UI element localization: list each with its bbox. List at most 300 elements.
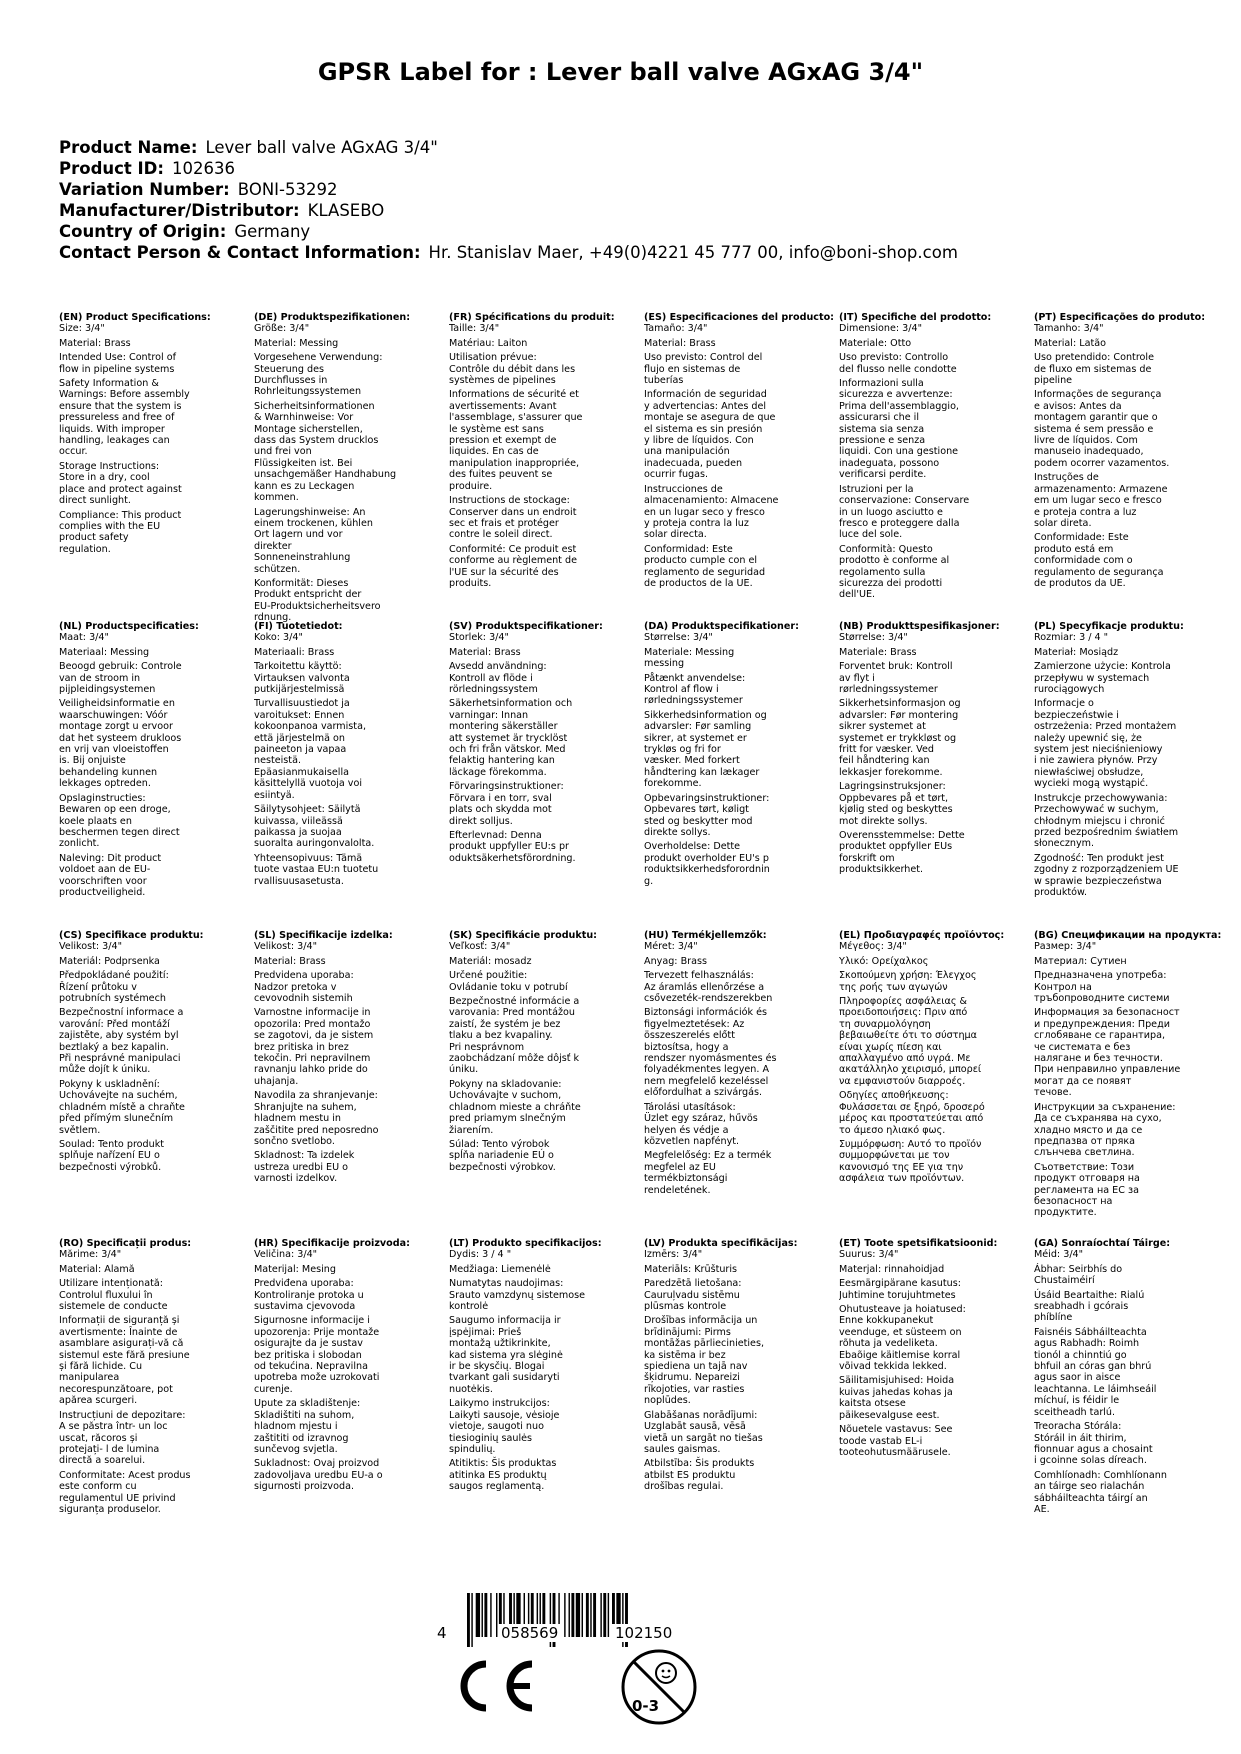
spec-line: Předpokládané použití: bbox=[59, 970, 169, 982]
spec-line: Информация за безопасност bbox=[1034, 1007, 1180, 1019]
spec-line: ka sistēma ir bez bbox=[644, 1349, 726, 1361]
spec-line: απαλλαγμένο από υγρά. Με bbox=[839, 1053, 971, 1065]
spec-line: przed bezpośrednim światłem bbox=[1034, 826, 1179, 838]
contact-label: Contact Person & Contact Information: bbox=[59, 243, 421, 262]
spec-line: Conformité: Ce produit est bbox=[449, 543, 577, 555]
spec-line: Comhlíonadh: Comhlíonann bbox=[1034, 1469, 1167, 1481]
spec-line: Förvara i en torr, sval bbox=[449, 792, 552, 804]
spec-line: sábháilteachta táirgí an bbox=[1034, 1492, 1148, 1504]
spec-line: kann es zu Leckagen bbox=[254, 480, 355, 492]
spec-line: hladnem mestu in bbox=[254, 1113, 341, 1125]
spec-line: Nõuetele vastavus: See bbox=[839, 1424, 953, 1436]
spec-line: direkter bbox=[254, 540, 292, 552]
spec-line: saules gaismas. bbox=[644, 1443, 721, 1455]
spec-line: Predvidena uporaba: bbox=[254, 970, 354, 982]
spec-line: chłodnym miejscu i chronić bbox=[1034, 815, 1165, 827]
spec-line: Kontroll av flöde i bbox=[449, 672, 533, 684]
spec-line: voldoet aan de EU- bbox=[59, 864, 151, 876]
spec-line: Informações de segurança bbox=[1034, 389, 1162, 401]
spec-line: közvetlen napfényt. bbox=[644, 1135, 740, 1147]
spec-line: Informations de sécurité et bbox=[449, 389, 579, 401]
spec-block bbox=[839, 312, 1029, 601]
spec-heading: (LV) Produkta specifikācijas: bbox=[644, 1238, 798, 1249]
spec-line: Instrukcje przechowywania: bbox=[1034, 792, 1168, 804]
spec-line: и предупреждения: Преди bbox=[1034, 1018, 1170, 1030]
spec-line: należy upewnić się, że bbox=[1034, 732, 1142, 744]
spec-line: paineeton ja vapaa bbox=[254, 744, 347, 756]
spec-line: i gcoinne solas díreach. bbox=[1034, 1455, 1147, 1467]
spec-line: Mărime: 3/4" bbox=[59, 1249, 122, 1261]
spec-line: tvarkant gali susidaryti bbox=[449, 1372, 560, 1384]
spec-line: Påtænkt anvendelse: bbox=[644, 672, 746, 684]
spec-line: regolamento sulla bbox=[839, 566, 926, 578]
spec-line: przepływu w systemach bbox=[1034, 672, 1150, 684]
spec-line: Chustaiméirí bbox=[1034, 1275, 1095, 1287]
spec-line: Инструкции за съхранение: bbox=[1034, 1101, 1176, 1113]
spec-line: pressione e senza bbox=[839, 435, 926, 447]
spec-line: Velikost: 3/4" bbox=[254, 941, 318, 953]
spec-line: folyadékmentes legyen. A bbox=[644, 1064, 770, 1076]
spec-line: regulamentul UE privind bbox=[59, 1492, 176, 1504]
spec-line: verificarsi perdite. bbox=[839, 469, 927, 481]
barcode-digits-right: 102150 bbox=[612, 1624, 675, 1642]
spec-line: Shranjujte na suhem, bbox=[254, 1101, 357, 1113]
spec-heading: (IT) Specifiche del prodotto: bbox=[839, 312, 992, 323]
spec-line: bezpečnosti výrobků. bbox=[59, 1161, 162, 1173]
spec-line: montāžas pārliecinieties, bbox=[644, 1338, 765, 1350]
spec-line: phíblíne bbox=[1034, 1312, 1073, 1324]
spec-line: chladném místě a chraňte bbox=[59, 1101, 185, 1113]
spec-line: Materiál: mosadz bbox=[449, 955, 532, 967]
spec-line: inadeguata, possono bbox=[839, 457, 940, 469]
spec-line: Rozmiar: 3 / 4 " bbox=[1034, 632, 1109, 644]
spec-line: mot direkte sollys. bbox=[839, 815, 928, 827]
spec-line: Materijal: Mesing bbox=[254, 1263, 336, 1275]
spec-line: handling, leakages can bbox=[59, 435, 170, 447]
spec-line: kjølig sted og beskyttes bbox=[839, 804, 953, 816]
spec-line: Megfelelőség: Ez a termék bbox=[644, 1150, 772, 1162]
spec-line: Pokyny k uskladnění: bbox=[59, 1078, 160, 1090]
variation-number-row bbox=[59, 179, 958, 200]
spec-line: kaitsta otsese bbox=[839, 1398, 906, 1410]
spec-line: brīdinājumi: Pirms bbox=[644, 1326, 731, 1338]
spec-line: sec et frais et protéger bbox=[449, 517, 559, 529]
spec-line: Materiale: Brass bbox=[839, 646, 917, 658]
spec-line: AE. bbox=[1034, 1503, 1050, 1515]
spec-line: Materiał: Mosiądz bbox=[1034, 646, 1119, 658]
spec-line: esiintyä. bbox=[254, 789, 295, 801]
spec-line: montaje se asegura de que bbox=[644, 412, 776, 424]
spec-line: varoitukset: Ennen bbox=[254, 709, 345, 721]
spec-line: Faisnéis Sábháilteachta bbox=[1034, 1326, 1147, 1338]
spec-line: apărea scurgeri. bbox=[59, 1395, 138, 1407]
spec-line: le système est sans bbox=[449, 423, 544, 435]
spec-line: producto cumple con el bbox=[644, 555, 758, 567]
product-info bbox=[59, 137, 958, 263]
spec-heading: (ES) Especificaciones del producto: bbox=[644, 312, 834, 323]
spec-line: Bezpečnostní informace a bbox=[59, 1007, 184, 1019]
spec-line: lekkages optreden. bbox=[59, 778, 151, 790]
spec-line: produto está em bbox=[1034, 543, 1114, 555]
spec-line: Uso previsto: Control del bbox=[644, 352, 763, 364]
spec-line: upotreba može uzrokovati bbox=[254, 1372, 380, 1384]
spec-line: Az áramlás ellenőrzése a bbox=[644, 981, 765, 993]
spec-heading: (GA) Sonraíochtaí Táirge: bbox=[1034, 1238, 1171, 1249]
spec-line: безопасност на bbox=[1034, 1195, 1113, 1207]
spec-heading: (DE) Produktspezifikationen: bbox=[254, 312, 411, 323]
spec-line: ocurrir fugas. bbox=[644, 469, 709, 481]
spec-line: armazenamento: Armazene bbox=[1034, 483, 1168, 495]
spec-line: να εμφανιστούν διαρροές. bbox=[839, 1075, 966, 1087]
spec-line: kuivas jahedas kohas ja bbox=[839, 1386, 953, 1398]
spec-line: regulamento de segurança bbox=[1034, 566, 1164, 578]
spec-line: Úsáid Beartaithe: Rialú bbox=[1034, 1289, 1145, 1301]
spec-line: Opbevares tørt, køligt bbox=[644, 804, 749, 816]
spec-line: тръбопроводните системи bbox=[1034, 993, 1170, 1005]
spec-line: Materiāls: Krūšturis bbox=[644, 1263, 738, 1275]
spec-line: ir be skysčių. Blogai bbox=[449, 1361, 545, 1373]
spec-line: sikrer systemet at bbox=[839, 721, 926, 733]
spec-line: Pokyny na skladovanie: bbox=[449, 1078, 562, 1090]
spec-line: Ovládanie toku v potrubí bbox=[449, 981, 568, 993]
spec-line: Nadzor pretoka v bbox=[254, 981, 337, 993]
spec-line: montažą užtikrinkite, bbox=[449, 1338, 551, 1350]
spec-line: livre de líquidos. Com bbox=[1034, 435, 1138, 447]
spec-line: A se păstra într- un loc bbox=[59, 1421, 168, 1433]
spec-line: Zamierzone użycie: Kontrola bbox=[1034, 661, 1171, 673]
spec-line: sistema sia senza bbox=[839, 423, 925, 435]
spec-line: Υλικό: Ορείχαλκος bbox=[839, 955, 929, 967]
spec-line: is. Bij onjuiste bbox=[59, 755, 126, 767]
spec-line: Material: Brass bbox=[254, 955, 326, 967]
spec-line: manipularea bbox=[59, 1372, 120, 1384]
spec-line: Dydis: 3 / 4 " bbox=[449, 1249, 512, 1261]
spec-line: päikesevalguse eest. bbox=[839, 1409, 940, 1421]
spec-line: regulation. bbox=[59, 543, 111, 555]
spec-line: Tervezett felhasználás: bbox=[644, 970, 754, 982]
spec-line: vietā un sargāt no tiešas bbox=[644, 1432, 763, 1444]
spec-heading: (DA) Produktspecifikationer: bbox=[644, 621, 799, 632]
spec-line: direkte sollys. bbox=[644, 826, 711, 838]
spec-line: Πληροφορίες ασφάλειας & bbox=[839, 996, 967, 1008]
spec-line: EU-Produktsicherheitsvero bbox=[254, 600, 381, 612]
spec-line: sistemele de conducte bbox=[59, 1301, 168, 1313]
spec-block bbox=[59, 312, 249, 555]
spec-line: регламента на ЕС за bbox=[1034, 1184, 1139, 1196]
spec-line: че системата е без bbox=[1034, 1041, 1131, 1053]
spec-line: Säilitamisjuhised: Hoida bbox=[839, 1375, 955, 1387]
product-name-row bbox=[59, 137, 958, 158]
spec-line: des fuites peuvent se bbox=[449, 469, 553, 481]
spec-line: συμμορφώνεται με τον bbox=[839, 1150, 950, 1162]
spec-line: Μέγεθος: 3/4" bbox=[839, 941, 907, 953]
spec-line: kad sistema yra slėginė bbox=[449, 1349, 563, 1361]
spec-line: Да се съхранява на сухо, bbox=[1034, 1113, 1162, 1125]
spec-line: Uzglabāt sausā, vēsā bbox=[644, 1421, 746, 1433]
spec-line: Laikymo instrukcijos: bbox=[449, 1398, 550, 1410]
spec-line: Größe: 3/4" bbox=[254, 323, 310, 335]
spec-line: Maat: 3/4" bbox=[59, 632, 109, 644]
spec-line: tooteohutusmäärusele. bbox=[839, 1446, 951, 1458]
spec-line: Tamaño: 3/4" bbox=[644, 323, 708, 335]
spec-line: Suurus: 3/4" bbox=[839, 1249, 899, 1261]
spec-line: žiarením. bbox=[449, 1124, 494, 1136]
spec-line: Konformität: Dieses bbox=[254, 577, 349, 589]
spec-line: Materiaal: Messing bbox=[59, 646, 150, 658]
spec-line: liquides. En cas de bbox=[449, 446, 539, 458]
spec-heading: (PT) Especificações do produto: bbox=[1034, 312, 1206, 323]
spec-line: complies with the EU bbox=[59, 520, 161, 532]
spec-line: tiesioginių saulės bbox=[449, 1432, 533, 1444]
spec-line: Storage Instructions: bbox=[59, 460, 160, 472]
spec-line: Medžiaga: Liemenėlė bbox=[449, 1263, 551, 1275]
spec-line: může dojít k úniku. bbox=[59, 1064, 151, 1076]
spec-line: слънчева светлина. bbox=[1034, 1147, 1135, 1159]
spec-line: messing bbox=[644, 658, 685, 670]
spec-line: хладно място и да се bbox=[1034, 1124, 1143, 1136]
spec-line: Naleving: Dit product bbox=[59, 852, 162, 864]
spec-line: налягане и без течности. bbox=[1034, 1053, 1163, 1065]
spec-line: Controlul fluxului în bbox=[59, 1289, 153, 1301]
spec-line: Při nesprávné manipulaci bbox=[59, 1053, 181, 1065]
spec-line: osigurajte da je sustav bbox=[254, 1338, 363, 1350]
spec-block bbox=[1034, 1238, 1224, 1515]
spec-line: Ort lagern und vor bbox=[254, 529, 343, 541]
spec-heading: (ET) Toote spetsifikatsioonid: bbox=[839, 1238, 998, 1249]
spec-line: ακατάλληλο χειρισμό, μπορεί bbox=[839, 1064, 982, 1076]
spec-line: Conserver dans un endroit bbox=[449, 506, 577, 518]
spec-line: i nie zawiera płynów. Przy bbox=[1034, 755, 1158, 767]
spec-line: direkt solljus. bbox=[449, 815, 513, 827]
spec-line: rørledningssystemer bbox=[644, 695, 743, 707]
spec-line: solar directa. bbox=[644, 529, 707, 541]
spec-line: paikassa ja suojaa bbox=[254, 826, 342, 838]
spec-line: solar direta. bbox=[1034, 517, 1092, 529]
spec-line: Yhteensopivuus: Tämä bbox=[254, 852, 363, 864]
spec-line: trykløs og fri for bbox=[644, 744, 721, 756]
spec-line: το άμεσο ηλιακό φως. bbox=[839, 1124, 946, 1136]
spec-line: tuote vastaa EU:n tuotetu bbox=[254, 864, 379, 876]
spec-line: míchuí, is féidir le bbox=[1034, 1395, 1120, 1407]
spec-line: Virtauksen valvonta bbox=[254, 672, 350, 684]
spec-line: ravnanju lahko pride do bbox=[254, 1064, 368, 1076]
spec-line: võivad tekkida lekked. bbox=[839, 1361, 947, 1373]
spec-line: предпазва от пряка bbox=[1034, 1135, 1136, 1147]
spec-line: Kontrol af flow i bbox=[644, 684, 719, 696]
spec-line: Epäasianmukaisella bbox=[254, 766, 350, 778]
spec-block bbox=[644, 1238, 834, 1493]
spec-line: advarsler: Før samling bbox=[644, 721, 752, 733]
spec-line: potrubních systémech bbox=[59, 993, 166, 1005]
spec-line: Material: Latão bbox=[1034, 337, 1106, 349]
manufacturer-value: KLASEBO bbox=[307, 201, 385, 220]
spec-line: zaobchádzaní môže dôjsť k bbox=[449, 1053, 580, 1065]
spec-heading: (HR) Specifikacije proizvoda: bbox=[254, 1238, 410, 1249]
spec-line: Steuerung des bbox=[254, 363, 324, 375]
spec-line: flow in pipeline systems bbox=[59, 363, 175, 375]
spec-block bbox=[1034, 312, 1224, 589]
spec-line: Størrelse: 3/4" bbox=[839, 632, 908, 644]
spec-line: Conformitate: Acest produs bbox=[59, 1469, 191, 1481]
spec-line: toode vastab EL-i bbox=[839, 1435, 923, 1447]
spec-block bbox=[449, 621, 639, 864]
spec-line: Paredzētā lietošana: bbox=[644, 1278, 742, 1290]
spec-line: y advertencias: Antes del bbox=[644, 400, 767, 412]
spec-line: avertismente: Înainte de bbox=[59, 1326, 178, 1338]
spec-line: splňuje nařízení EU o bbox=[59, 1150, 160, 1162]
spec-line: Ábhar: Seirbhís do bbox=[1034, 1263, 1123, 1275]
spec-line: Materiál: Podprsenka bbox=[59, 955, 160, 967]
spec-line: in un luogo asciutto e bbox=[839, 506, 943, 518]
spec-heading: (NL) Productspecificaties: bbox=[59, 621, 199, 632]
spec-line: Uso previsto: Controllo bbox=[839, 352, 949, 364]
spec-line: dat het systeem drukloos bbox=[59, 732, 182, 744]
spec-line: spiediena un tajā nav bbox=[644, 1361, 748, 1373]
spec-line: Size: 3/4" bbox=[59, 323, 105, 335]
spec-block bbox=[644, 621, 834, 887]
spec-line: įspėjimai: Prieš bbox=[449, 1326, 522, 1338]
spec-line: před přímým slunečním bbox=[59, 1113, 174, 1125]
spec-line: sigurnosti proizvoda. bbox=[254, 1481, 354, 1493]
spec-line: Veiligheidsinformatie en bbox=[59, 698, 175, 710]
spec-line: produktet oppfyller EUs bbox=[839, 841, 953, 853]
spec-block bbox=[1034, 930, 1224, 1219]
spec-line: Sukladnost: Ovaj proizvod bbox=[254, 1458, 380, 1470]
spec-line: Tarkoitettu käyttö: bbox=[254, 661, 342, 673]
spec-line: Materjal: rinnahoidjad bbox=[839, 1263, 945, 1275]
spec-block bbox=[59, 930, 249, 1173]
spec-line: montage zorgt u ervoor bbox=[59, 721, 173, 733]
spec-line: Stóráil in áit thirim, bbox=[1034, 1432, 1127, 1444]
spec-line: Forventet bruk: Kontroll bbox=[839, 661, 953, 673]
spec-line: almacenamiento: Almacene bbox=[644, 495, 779, 507]
spec-line: előfordulhat a szivárgás. bbox=[644, 1087, 763, 1099]
spec-line: käsittelyllä vuotoja voi bbox=[254, 778, 363, 790]
spec-line: y libre de líquidos. Con bbox=[644, 435, 754, 447]
spec-line: bezpieczeństwie i bbox=[1034, 709, 1119, 721]
spec-line: sreabhadh i gcórais bbox=[1034, 1301, 1129, 1313]
spec-line: agus Rabhadh: Roimh bbox=[1034, 1338, 1140, 1350]
spec-line: fresco e proteggere dalla bbox=[839, 517, 960, 529]
spec-line: em um lugar seco e fresco bbox=[1034, 495, 1162, 507]
spec-line: kommen. bbox=[254, 492, 299, 504]
spec-line: Istruzioni per la bbox=[839, 483, 914, 495]
spec-line: Instrucciones de bbox=[644, 483, 723, 495]
spec-line: Conformidade: Este bbox=[1034, 532, 1129, 544]
spec-line: waarschuwingen: Vóór bbox=[59, 709, 168, 721]
spec-line: Veľkosť: 3/4" bbox=[449, 941, 511, 953]
spec-line: bez pritiska i slobodan bbox=[254, 1349, 362, 1361]
spec-line: Efterlevnad: Denna bbox=[449, 829, 542, 841]
spec-line: Atitiktis: Šis produktas bbox=[449, 1458, 557, 1470]
spec-line: bhfuil an córas gan bhrú bbox=[1034, 1361, 1152, 1373]
spec-line: sistema é sem pressão e bbox=[1034, 423, 1154, 435]
spec-line: bezpečnosti výrobkov. bbox=[449, 1161, 556, 1173]
spec-line: hladnom mjestu i bbox=[254, 1421, 338, 1433]
spec-line: varnosti izdelkov. bbox=[254, 1173, 338, 1185]
spec-line: zaistí, že systém je bez bbox=[449, 1018, 561, 1030]
spec-line: Určené použitie: bbox=[449, 970, 528, 982]
spec-block bbox=[449, 930, 639, 1173]
spec-line: occur. bbox=[59, 446, 88, 458]
spec-line: tionól a chinntiú go bbox=[1034, 1349, 1127, 1361]
spec-line: Flüssigkeiten ist. Bei bbox=[254, 457, 353, 469]
spec-line: Información de seguridad bbox=[644, 389, 767, 401]
spec-line: Съответствие: Този bbox=[1034, 1161, 1135, 1173]
spec-line: Informazioni sulla bbox=[839, 378, 924, 390]
barcode-digit-prefix: 4 bbox=[434, 1624, 450, 1642]
spec-heading: (SL) Specifikacije izdelka: bbox=[254, 930, 393, 941]
spec-line: Overensstemmelse: Dette bbox=[839, 829, 965, 841]
spec-line: luce del sole. bbox=[839, 529, 903, 541]
not-for-children-0-3-icon bbox=[620, 1648, 698, 1726]
spec-line: biztosítsa, hogy a bbox=[644, 1041, 729, 1053]
spec-line: håndtering kan lækager bbox=[644, 766, 760, 778]
spec-line: prodotto è conforme al bbox=[839, 555, 950, 567]
spec-line: Συμμόρφωση: Αυτό το προϊόν bbox=[839, 1138, 982, 1150]
spec-line: Uchovávejte na suchém, bbox=[59, 1090, 178, 1102]
spec-line: Navodila za shranjevanje: bbox=[254, 1090, 378, 1102]
spec-heading: (NB) Produkttspesifikasjoner: bbox=[839, 621, 1000, 632]
spec-line: Bezpečnostné informácie a bbox=[449, 996, 580, 1008]
spec-line: protejați- l de lumina bbox=[59, 1443, 160, 1455]
spec-line: Pri nesprávnom bbox=[449, 1041, 525, 1053]
spec-line: conformidade com o bbox=[1034, 555, 1133, 567]
spec-line: Méid: 3/4" bbox=[1034, 1249, 1084, 1261]
spec-line: Conformità: Questo bbox=[839, 543, 933, 555]
spec-line: podem ocorrer vazamentos. bbox=[1034, 457, 1170, 469]
spec-line: unsachgemäßer Handhabung bbox=[254, 469, 397, 481]
spec-line: Φυλάσσεται σε ξηρό, δροσερό bbox=[839, 1101, 985, 1113]
spec-line: Prima dell'assemblaggio, bbox=[839, 400, 959, 412]
spec-line: en vrij van vloeistoffen bbox=[59, 744, 169, 756]
spec-line: сглобяване се гарантира, bbox=[1034, 1030, 1165, 1042]
country-of-origin-label: Country of Origin: bbox=[59, 222, 227, 241]
spec-line: produkt overholder EU's p bbox=[644, 852, 769, 864]
spec-line: rdnung. bbox=[254, 612, 292, 624]
spec-line: Informacje o bbox=[1034, 698, 1094, 710]
spec-line: Sonneneinstrahlung bbox=[254, 552, 351, 564]
spec-line: ασφάλεια των προϊόντων. bbox=[839, 1173, 965, 1185]
spec-line: sustavima cjevovoda bbox=[254, 1301, 356, 1313]
spec-heading: (SK) Špecifikácie produktu: bbox=[449, 930, 598, 941]
spec-line: Materiaali: Brass bbox=[254, 646, 335, 658]
spec-line: Produkt entspricht der bbox=[254, 589, 362, 601]
spec-line: Контрол на bbox=[1034, 981, 1092, 993]
spec-line: rörledningssystem bbox=[449, 684, 538, 696]
spec-heading: (SV) Produktspecifikationer: bbox=[449, 621, 603, 632]
spec-line: Predviđena uporaba: bbox=[254, 1278, 354, 1290]
spec-line: Sikkerhedsinformation og bbox=[644, 709, 767, 721]
spec-line: Laikyti sausoje, vėsioje bbox=[449, 1409, 560, 1421]
spec-line: siguranța produselor. bbox=[59, 1503, 161, 1515]
spec-line: brez pritiska in brez bbox=[254, 1041, 349, 1053]
barcode-digits-left: 058569 bbox=[498, 1624, 561, 1642]
spec-line: produits. bbox=[449, 577, 492, 589]
spec-line: veenduge, et süsteem on bbox=[839, 1326, 962, 1338]
spec-line: продукт отговаря на bbox=[1034, 1173, 1140, 1185]
spec-line: Σκοπούμενη χρήση: Έλεγχος bbox=[839, 970, 977, 982]
spec-line: ostrzeżenia: Przed montażem bbox=[1034, 721, 1177, 733]
spec-line: При неправилно управление bbox=[1034, 1064, 1181, 1076]
spec-line: conforme au règlement de bbox=[449, 555, 577, 567]
spec-line: läckage förekomma. bbox=[449, 766, 547, 778]
spec-line: directă a soarelui. bbox=[59, 1455, 146, 1467]
spec-line: Montage sicherstellen, bbox=[254, 423, 363, 435]
spec-line: cevovodnih sistemih bbox=[254, 993, 353, 1005]
spec-block bbox=[644, 930, 834, 1196]
spec-line: figyelmeztetések: Az bbox=[644, 1018, 745, 1030]
